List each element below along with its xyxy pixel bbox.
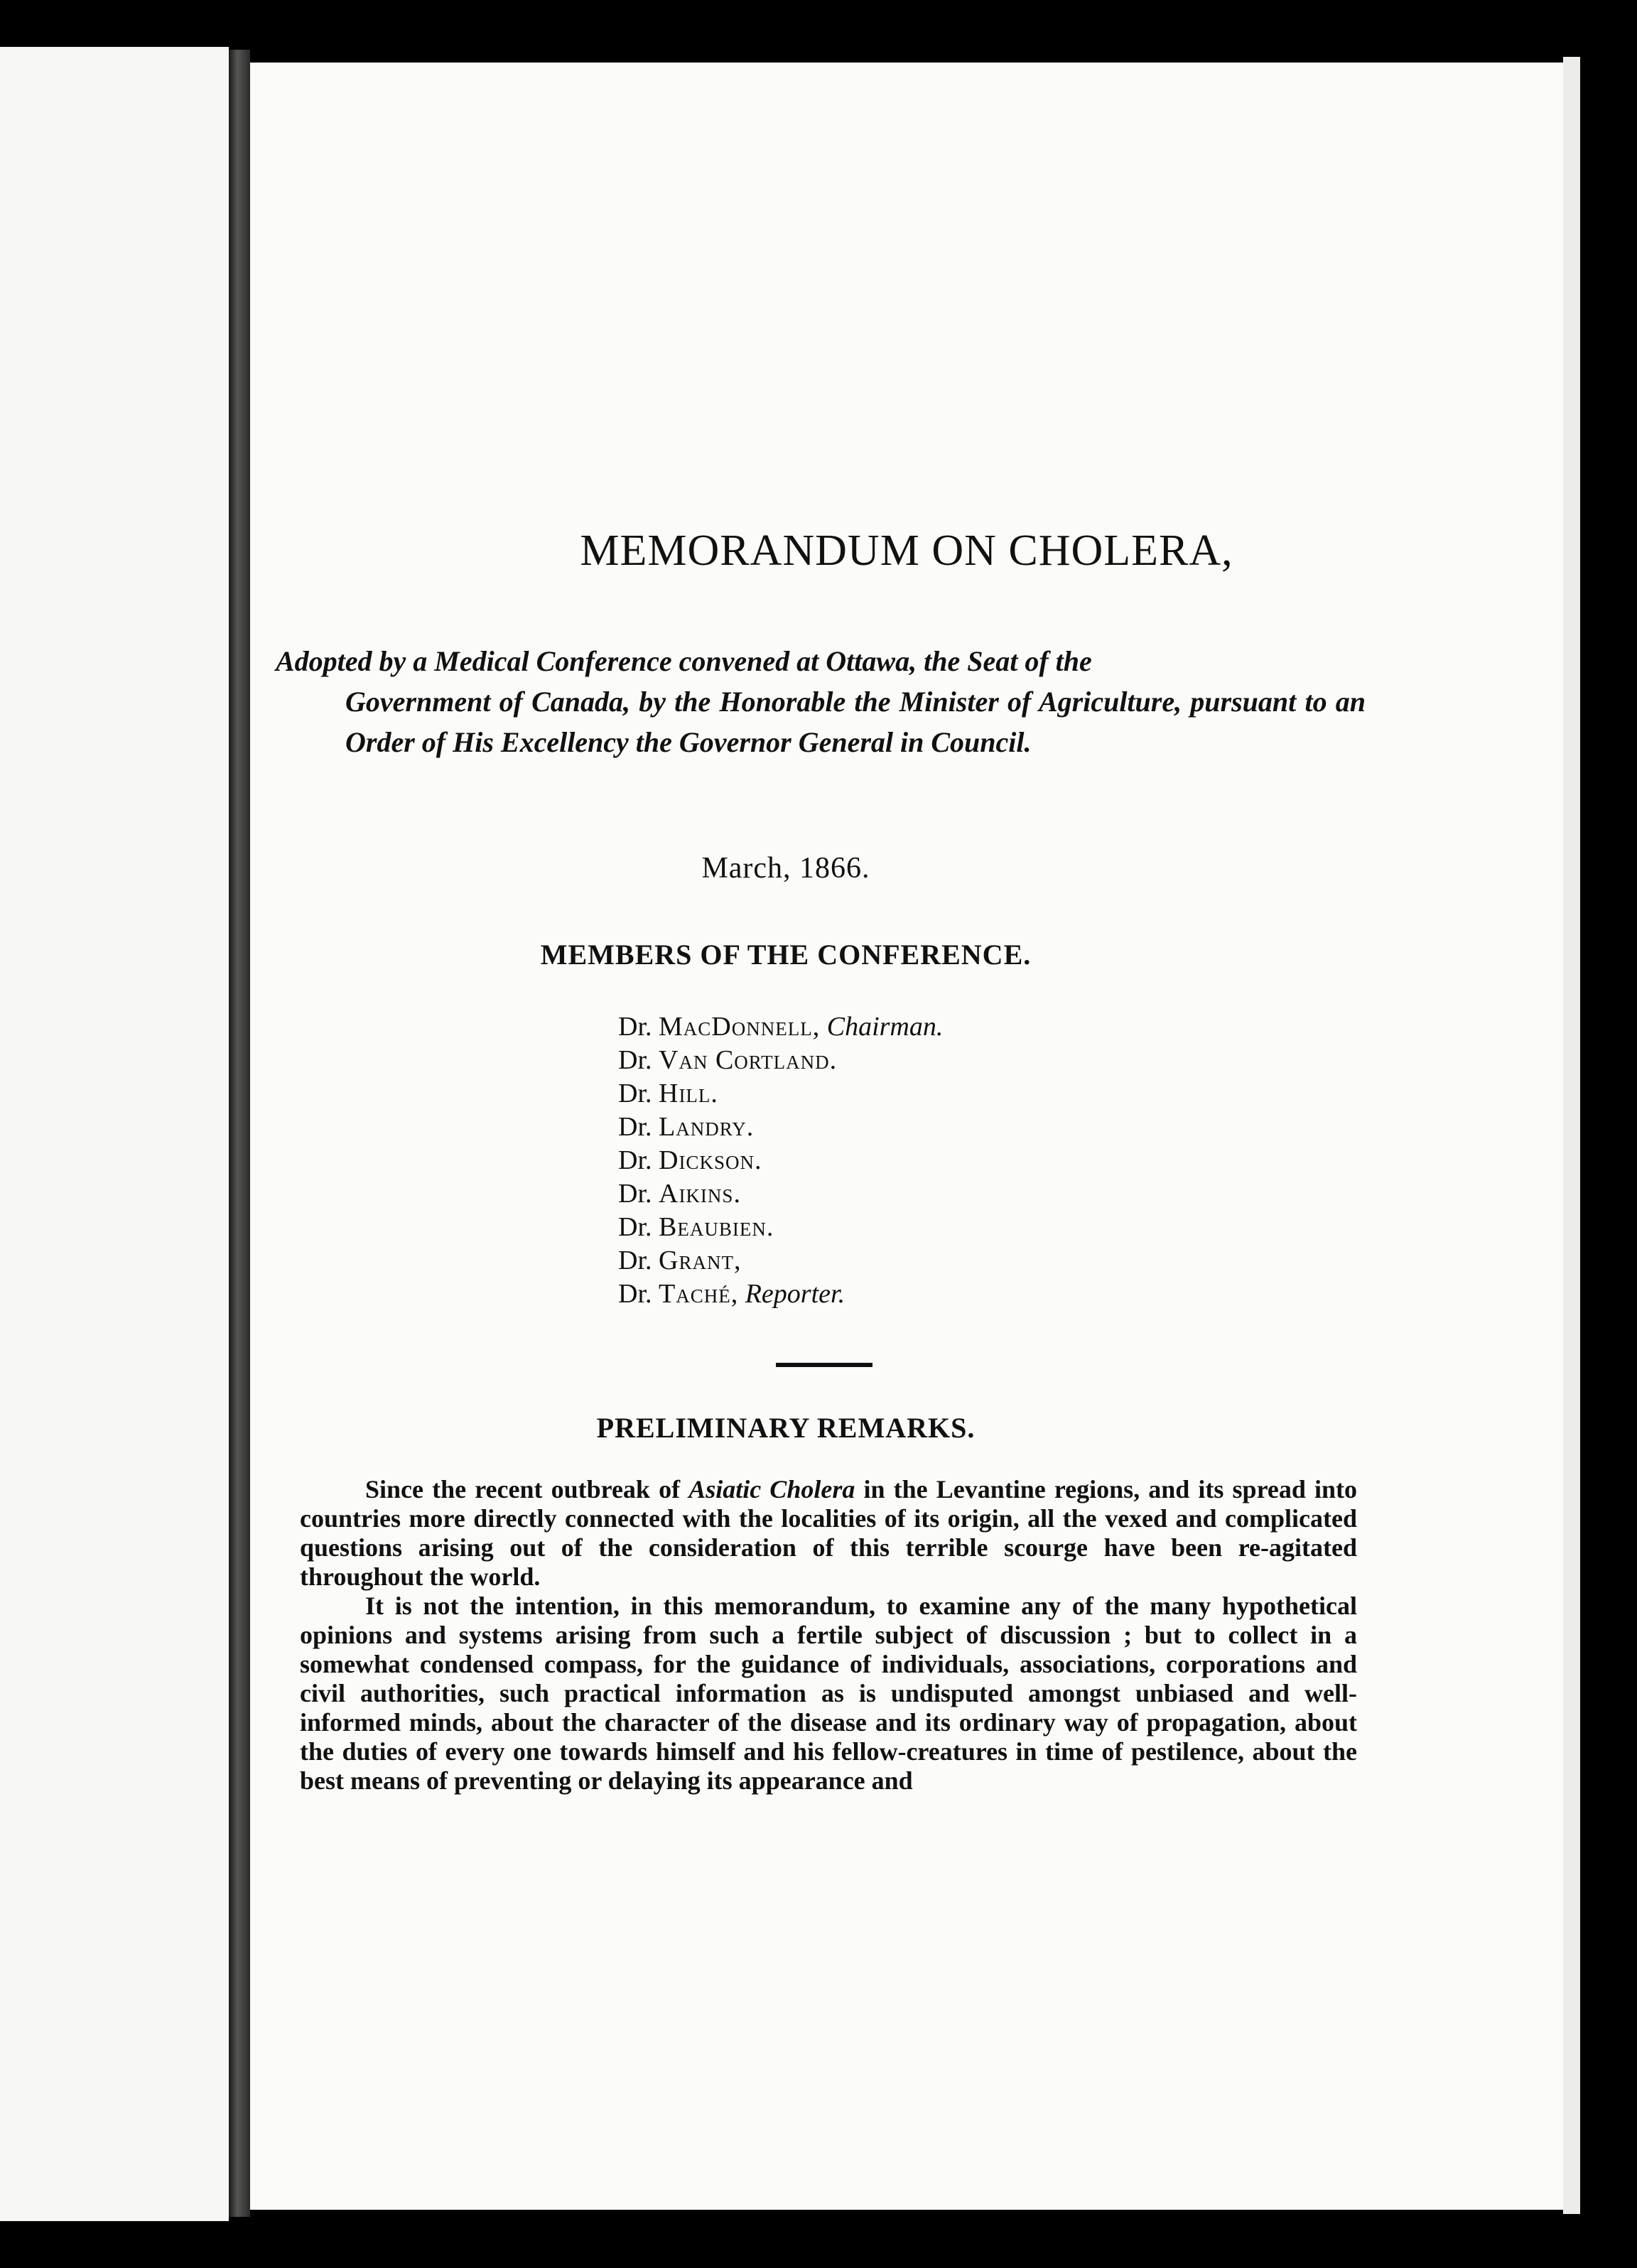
member-title: Dr. <box>618 1112 652 1142</box>
member-name: Van Cortland. <box>659 1045 838 1075</box>
member-item <box>618 1144 943 1177</box>
member-title: Dr. <box>618 1246 652 1275</box>
paragraph <box>300 1475 1357 1592</box>
member-title: Dr. <box>618 1012 652 1042</box>
member-item <box>618 1211 943 1244</box>
document-title: MEMORANDUM ON CHOLERA, <box>580 526 1233 575</box>
facing-page <box>0 47 229 2221</box>
member-item <box>618 1044 943 1077</box>
member-item <box>618 1177 943 1211</box>
member-name: Hill. <box>659 1079 718 1108</box>
page-edge <box>1563 57 1580 2214</box>
member-role: Reporter. <box>745 1279 845 1309</box>
member-title: Dr. <box>618 1145 652 1175</box>
document-subtitle <box>276 641 1366 762</box>
member-title: Dr. <box>618 1179 652 1209</box>
page-content <box>250 63 1563 2210</box>
members-heading: MEMBERS OF THE CONFERENCE. <box>540 939 1032 971</box>
paragraph: It is not the intention, in this memorandum, to examine any of the many hypothetical opinions and systems arising from such a fertile subject of discussion ; but to collect in a somewhat condensed compass, for the guidance of individuals, associations, corporations and civil authorities, such practical information as is undisputed amongst unbiased and well-informed minds, about the character of the disease and its ordinary way of propagation, about the duties of every one towards himself and his fellow-creatures in time of pestilence, about the best means of preventing or delaying its appearance and <box>300 1592 1357 1795</box>
document-page <box>250 63 1563 2210</box>
paragraph-text: in the Levantine regions, and its spread into countries more directly connected with the localities of its origin, all the vexed and complicated questions arising out of the consideration of this terrible scourge have been re-agitated throughout the world. <box>300 1475 1358 1591</box>
member-role: Chairman. <box>826 1012 944 1042</box>
preliminary-remarks-heading: PRELIMINARY REMARKS. <box>596 1412 976 1444</box>
section-divider <box>776 1363 872 1367</box>
member-item <box>618 1077 943 1111</box>
member-title: Dr. <box>618 1079 652 1108</box>
member-title: Dr. <box>618 1279 652 1309</box>
emphasized-text: Asiatic Cholera <box>688 1475 855 1503</box>
member-name: Taché, <box>659 1279 739 1309</box>
subtitle-rest: Government of Canada, by the Honorable the Minister of Agriculture, pursuant to an Order of His Excellency the Governor General in Council. <box>345 686 1366 758</box>
member-name: Dickson. <box>659 1145 762 1175</box>
subtitle-first-line: Adopted by a Medical Conference convened at Ottawa, the Seat of the <box>276 645 1092 677</box>
member-title: Dr. <box>618 1212 652 1242</box>
member-name: MacDonnell, <box>659 1012 821 1042</box>
member-name: Aikins. <box>659 1179 741 1209</box>
document-date: March, 1866. <box>701 852 870 885</box>
member-name: Grant, <box>659 1246 742 1275</box>
member-item <box>618 1111 943 1144</box>
member-name: Landry. <box>659 1112 755 1142</box>
member-list <box>618 1010 943 1311</box>
member-name: Beaubien. <box>659 1212 774 1242</box>
paragraph-text: Since the recent outbreak of <box>365 1475 681 1503</box>
book-gutter <box>229 50 250 2217</box>
member-item <box>618 1278 943 1311</box>
body-text <box>300 1475 1357 1796</box>
member-item <box>618 1244 943 1278</box>
member-title: Dr. <box>618 1045 652 1075</box>
member-item <box>618 1010 943 1044</box>
